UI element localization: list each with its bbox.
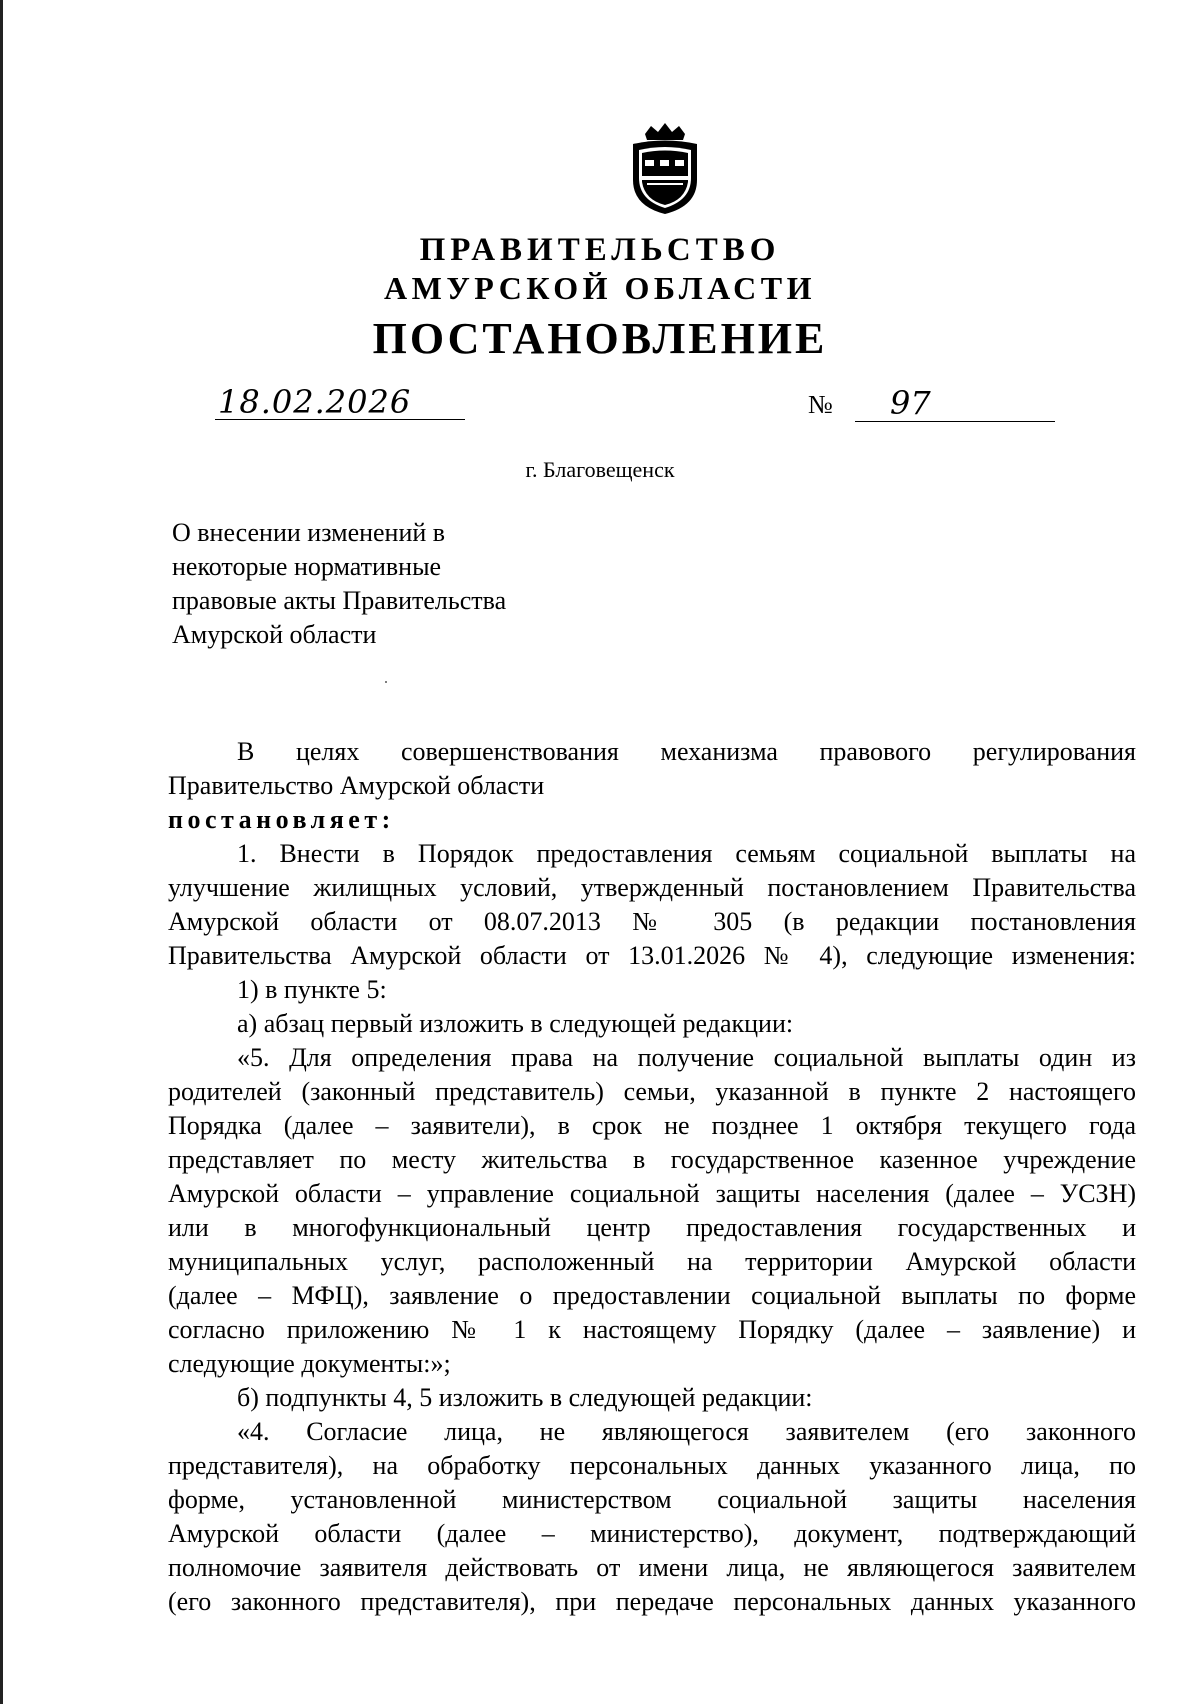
body-line: Правительства Амурской области от 13.01.2026 № 4), следующие изменения: [168, 941, 1136, 970]
body-line: Амурской области – управление социальной защиты населения (далее – УСЗН) [168, 1179, 1136, 1208]
number-underline [855, 421, 1055, 422]
coat-of-arms-icon [625, 120, 705, 216]
body-line: 1. Внести в Порядок предоставления семьям социальной выплаты на [237, 839, 1136, 868]
body-line: а) абзац первый изложить в следующей редакции: [237, 1009, 794, 1038]
body-line: следующие документы:»; [168, 1349, 451, 1378]
organization-name: ПРАВИТЕЛЬСТВО [419, 232, 781, 268]
body-line: улучшение жилищных условий, утвержденный постановлением Правительства [168, 873, 1136, 902]
body-line: Порядка (далее – заявители), в срок не позднее 1 октября текущего года [168, 1111, 1136, 1140]
body-line: В целях совершенствования механизма правового регулирования [237, 737, 1136, 766]
body-line: б) подпункты 4, 5 изложить в следующей редакции: [237, 1383, 813, 1412]
body-line: представителя), на обработку персональных данных указанного лица, по [168, 1451, 1136, 1480]
body-line: «5. Для определения права на получение социальной выплаты один из [237, 1043, 1136, 1072]
body-line: Амурской области (далее – министерство), документ, подтверждающий [168, 1519, 1136, 1548]
body-line: 1) в пункте 5: [237, 975, 387, 1004]
body-line: Амурской области от 08.07.2013 № 305 (в редакции постановления [168, 907, 1136, 936]
subject-line: некоторые нормативные [172, 552, 442, 581]
body-line: (его законного представителя), при передаче персональных данных указанного [168, 1587, 1136, 1616]
body-line: «4. Согласие лица, не являющегося заявителем (его законного [237, 1417, 1136, 1446]
subject-line: правовые акты Правительства [172, 586, 507, 615]
body-line-decree: постановляет: [168, 805, 395, 834]
body-line: согласно приложению № 1 к настоящему Порядку (далее – заявление) и [168, 1315, 1136, 1344]
body-line: или в многофункциональный центр предоставления государственных и [168, 1213, 1136, 1242]
body-line: муниципальных услуг, расположенный на территории Амурской области [168, 1247, 1136, 1276]
body-line: Правительство Амурской области [168, 771, 545, 800]
document-date: 18.02.2026 [218, 383, 412, 421]
organization-region: АМУРСКОЙ ОБЛАСТИ [384, 270, 816, 306]
body-line: представляет по месту жительства в государственное казенное учреждение [168, 1145, 1136, 1174]
body-line: родителей (законный представитель) семьи, указанной в пункте 2 настоящего [168, 1077, 1136, 1106]
body-line: полномочие заявителя действовать от имени лица, не являющегося заявителем [168, 1553, 1136, 1582]
document-number: 97 [890, 384, 931, 422]
document-type: ПОСТАНОВЛЕНИЕ [372, 314, 828, 363]
scan-dot [385, 681, 387, 683]
subject-line: Амурской области [172, 620, 377, 649]
document-subject [172, 516, 506, 652]
body-line: форме, установленной министерством социальной защиты населения [168, 1485, 1136, 1514]
city: г. Благовещенск [525, 457, 675, 482]
subject-line: О внесении изменений в [172, 518, 446, 547]
document-body [168, 735, 1136, 1619]
body-line: (далее – МФЦ), заявление о предоставлении социальной выплаты по форме [168, 1281, 1136, 1310]
number-sign: № [808, 390, 833, 419]
date-underline [215, 419, 465, 420]
